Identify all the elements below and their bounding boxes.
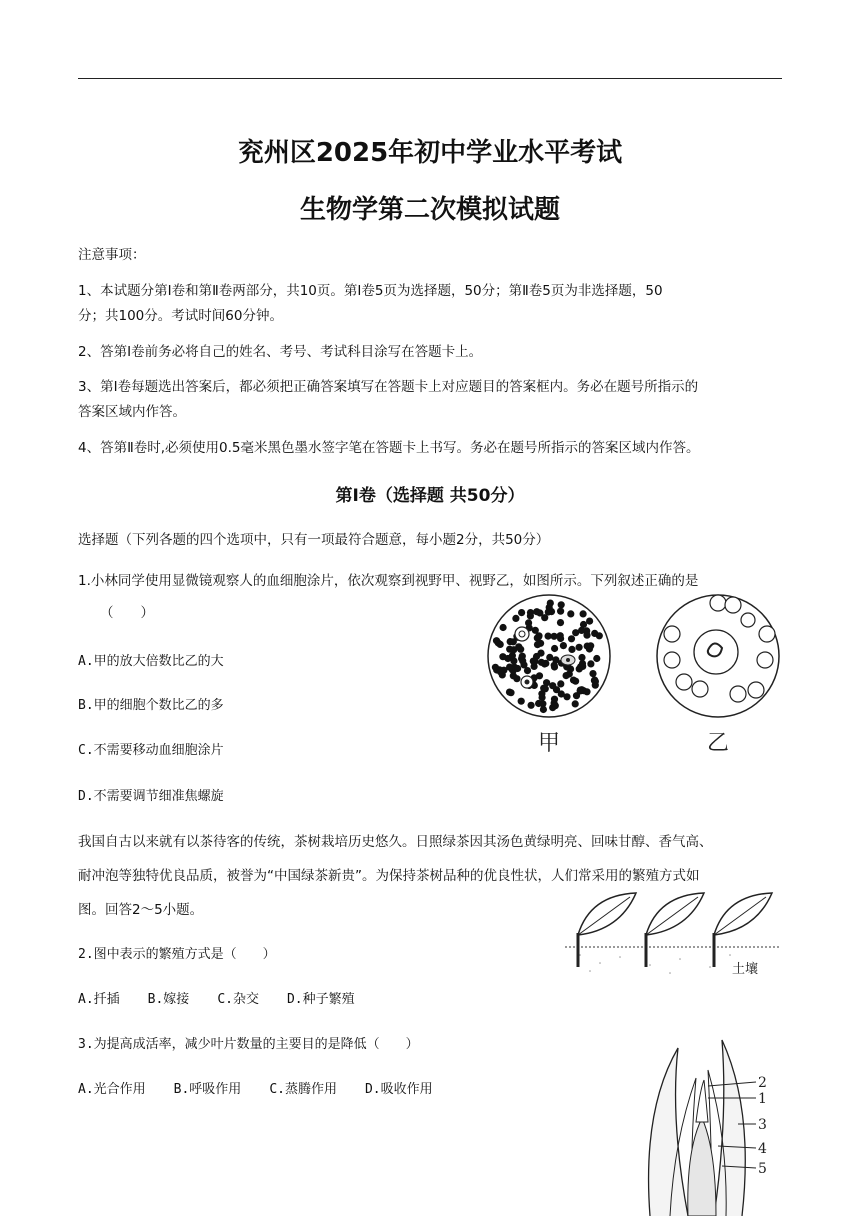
cutting-1 (578, 893, 636, 967)
field-jia (488, 595, 610, 717)
red-blood-cell-dot (540, 706, 547, 713)
q3-option-a: A.光合作用 (78, 1082, 146, 1097)
red-blood-cell-dot (586, 618, 593, 625)
q1-option-d: D.不需要调节细准焦螺旋 (78, 789, 224, 804)
q3-option-c: C.蒸腾作用 (269, 1082, 337, 1097)
red-blood-cell-dot (568, 646, 575, 653)
q1-stem-line-1: 1.小林同学使用显微镜观察人的血细胞涂片，依次观察到视野甲、视野乙，如图所示。下列叙述正确的是 (78, 573, 699, 589)
passage-line-3: 图。回答2～5小题。 (78, 902, 204, 918)
red-blood-cell-dot (579, 660, 586, 667)
red-blood-cell-dot (507, 689, 514, 696)
notice-item-4: 4、答第Ⅱ卷时,必须使用0.5毫米黑色墨水签字笔在答题卡上书写。务必在题号所指示的答案区域内作答。 (78, 440, 700, 456)
red-blood-cell-dot (499, 653, 506, 660)
red-blood-cell-dot (551, 696, 558, 703)
passage-line-1: 我国自古以来就有以茶待客的传统，茶树栽培历史悠久。日照绿茶因其汤色黄绿明亮、回味甘醇、香气高、 (78, 834, 713, 850)
q3-options (78, 1078, 461, 1097)
red-blood-cell-dot (507, 638, 514, 645)
notice-heading: 注意事项： (78, 247, 146, 263)
red-blood-cell-dot (524, 667, 531, 674)
section-1-instruction: 选择题（下列各题的四个选项中，只有一项最符合题意，每小题2分，共50分） (78, 532, 550, 548)
red-blood-cell-dot (535, 632, 542, 639)
field-yi-label: 乙 (706, 731, 730, 756)
red-blood-cell-dot (560, 642, 567, 649)
red-blood-cell-dot (558, 601, 565, 608)
q2-option-a: A.扦插 (78, 992, 120, 1007)
top-rule (78, 78, 782, 79)
red-blood-cell-dot (587, 660, 594, 667)
red-blood-cell-dot (517, 646, 524, 653)
red-blood-cell-dot (568, 635, 575, 642)
q2-option-b: B.嫁接 (147, 992, 190, 1007)
bud-label-3: 3 (758, 1117, 767, 1133)
red-blood-cell-dot (534, 641, 541, 648)
red-blood-cell-dot (500, 624, 507, 631)
red-blood-cell-dot (536, 672, 543, 679)
notice-item-1-line-1: 1、本试题分第Ⅰ卷和第Ⅱ卷两部分，共10页。第Ⅰ卷5页为选择题，50分；第Ⅱ卷5页为非选择题，50 (78, 283, 663, 299)
exam-title: 兖州区2025年初中学业水平考试 (237, 138, 623, 168)
red-blood-cell-dot (593, 655, 600, 662)
red-blood-cell-dot (557, 632, 564, 639)
red-blood-cell-dot (563, 672, 570, 679)
red-blood-cell-dot (577, 687, 584, 694)
red-blood-cell-dot (557, 608, 564, 615)
exam-subtitle: 生物学第二次模拟试题 (299, 195, 560, 225)
q2-stem: 2.图中表示的繁殖方式是（ ） (78, 947, 276, 962)
red-blood-cell-dot (557, 680, 564, 687)
q1-option-b: B.甲的细胞个数比乙的多 (78, 698, 224, 713)
microscope-fields-figure (480, 592, 790, 762)
notice-item-1-line-2: 分；共100分。考试时间60分钟。 (78, 308, 283, 324)
red-blood-cell-dot (509, 652, 516, 659)
red-blood-cell-dot (563, 693, 570, 700)
field-jia-label: 甲 (537, 731, 561, 756)
red-blood-cell-dot (539, 694, 546, 701)
red-blood-cell-dot (518, 698, 525, 705)
q1-option-a: A.甲的放大倍数比乙的大 (78, 654, 224, 669)
notice-item-3-line-2: 答案区域内作答。 (78, 404, 186, 420)
red-blood-cell-dot (506, 664, 513, 671)
red-blood-cell-dot (528, 702, 535, 709)
cutting-propagation-figure (560, 885, 785, 985)
red-blood-cell-dot (587, 642, 594, 649)
bud-label-5: 5 (758, 1161, 767, 1177)
red-blood-cell-dot (497, 668, 504, 675)
red-blood-cell-dot (541, 614, 548, 621)
red-blood-cell-dot (576, 644, 583, 651)
red-blood-cell-dot (551, 633, 558, 640)
red-blood-cell-dot (578, 627, 585, 634)
red-blood-cell-dot (514, 665, 521, 672)
red-blood-cell-dot (530, 658, 537, 665)
red-blood-cell-dot (513, 675, 520, 682)
red-blood-cell-dot (518, 655, 525, 662)
red-blood-cell-dot (583, 632, 590, 639)
red-blood-cell-dot (549, 682, 556, 689)
q3-option-d: D.吸收作用 (364, 1082, 433, 1097)
red-blood-cell-dot (551, 645, 558, 652)
q2-options (78, 988, 383, 1007)
red-blood-cell-dot (580, 610, 587, 617)
red-blood-cell-dot (518, 609, 525, 616)
red-blood-cell-dot (557, 619, 564, 626)
red-blood-cell-dot (572, 700, 579, 707)
section-1-title: 第Ⅰ卷（选择题 共50分） (335, 486, 525, 506)
q3-option-b: B.呼吸作用 (173, 1082, 242, 1097)
red-blood-cell-dot (506, 646, 513, 653)
q2-option-c: C.杂交 (217, 992, 259, 1007)
field-yi (657, 595, 779, 717)
notice-item-3-line-1: 3、第Ⅰ卷每题选出答案后，都必须把正确答案填写在答题卡上对应题目的答案框内。务必在题号所指示的 (78, 379, 699, 395)
cutting-2 (646, 893, 704, 967)
soil-label: 土壤 (732, 962, 759, 977)
red-blood-cell-dot (493, 637, 500, 644)
red-blood-cell-dot (546, 654, 553, 661)
red-blood-cell-dot (527, 609, 534, 616)
red-blood-cell-dot (589, 670, 596, 677)
red-blood-cell-dot (591, 630, 598, 637)
q3-stem: 3.为提高成活率，减少叶片数量的主要目的是降低（ ） (78, 1037, 419, 1052)
red-blood-cell-dot (567, 610, 574, 617)
red-blood-cell-dot (540, 685, 547, 692)
bud-structure-figure (630, 1030, 780, 1216)
red-blood-cell-dot (512, 615, 519, 622)
bud-label-4: 4 (758, 1141, 767, 1157)
cutting-3 (714, 893, 772, 967)
red-blood-cell-dot (591, 677, 598, 684)
passage-line-2: 耐冲泡等独特优良品质，被誉为“中国绿茶新贵”。为保持茶树品种的优良性状，人们常采用的繁殖方式如 (78, 868, 700, 884)
red-blood-cell-dot (547, 600, 554, 607)
q1-stem-line-2: （ ） (100, 605, 154, 621)
red-blood-cell-dot (538, 659, 545, 666)
q1-option-c: C.不需要移动血细胞涂片 (78, 743, 224, 758)
bud-label-1: 1 (758, 1091, 767, 1107)
notice-item-2: 2、答第Ⅰ卷前务必将自己的姓名、考号、考试科目涂写在答题卡上。 (78, 344, 483, 360)
bud-label-2: 2 (758, 1075, 767, 1091)
q2-option-d: D.种子繁殖 (286, 992, 355, 1007)
red-blood-cell-dot (570, 677, 577, 684)
